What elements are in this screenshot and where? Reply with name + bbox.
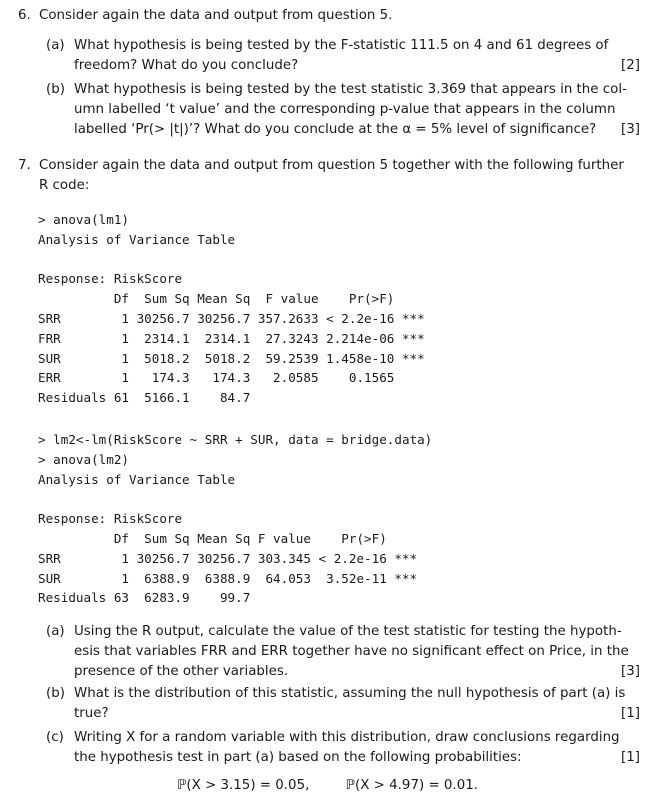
probability-2: ℙ(X > 4.97) = 0.01. [345, 778, 478, 793]
part-line: freedom? What do you conclude? [74, 58, 299, 73]
part-line: Using the R output, calculate the value of the test statistic for testing the hypoth- [74, 624, 622, 639]
probabilities [0, 776, 655, 796]
part-label: (a) [46, 624, 65, 639]
part-line: What is the distribution of this statistic, assuming the null hypothesis of part (a) is [74, 686, 626, 701]
part-line: Writing X for a random variable with this distribution, draw conclusions regarding [74, 730, 620, 745]
mark: [3] [621, 122, 640, 137]
part-label: (b) [46, 686, 65, 701]
r-code-block-2: > lm2<-lm(RiskScore ~ SRR + SUR, data = bridge.data) > anova(lm2) Analysis of Variance Table Response: RiskScore Df Sum Sq Mean Sq F value Pr(>F) SRR 1 30256.7 30256.7 303.345 < 2.2e-16 *** SUR 1 6388.9 6388.9 64.053 3.52e-11 *** Residuals 63 6283.9 99.7 [38, 432, 433, 606]
question-intro: R code: [39, 178, 90, 193]
part-line: labelled ‘Pr(> |t|)’? What do you conclude at the α = 5% level of significance? [74, 122, 597, 137]
q7-part-b [46, 684, 640, 724]
q7-part-c [46, 728, 640, 768]
mark: [1] [621, 706, 640, 721]
part-line: What hypothesis is being tested by the F-statistic 111.5 on 4 and 61 degrees of [74, 38, 609, 53]
question-6 [18, 6, 640, 26]
probability-1: ℙ(X > 3.15) = 0.05, [176, 778, 310, 793]
q7-part-a [46, 622, 640, 682]
question-number: 7. [18, 158, 31, 173]
question-number: 6. [18, 8, 31, 23]
mark: [1] [621, 750, 640, 765]
question-intro: Consider again the data and output from question 5. [39, 8, 393, 23]
part-label: (b) [46, 82, 65, 97]
part-label: (c) [46, 730, 64, 745]
part-line: What hypothesis is being tested by the test statistic 3.369 that appears in the col- [74, 82, 627, 97]
r-code-block-1: > anova(lm1) Analysis of Variance Table Response: RiskScore Df Sum Sq Mean Sq F value Pr(>F) SRR 1 30256.7 30256.7 357.2633 < 2.2e-16 *** FRR 1 2314.1 2314.1 27.3243 2.214e-06 *** SUR 1 5018.2 5018.2 59.2539 1.458e-10 *** ERR 1 174.3 174.3 2.0585 0.1565 Residuals 61 5166.1 84.7 [38, 212, 425, 406]
q6-part-b [46, 80, 640, 140]
part-line: esis that variables FRR and ERR together have no significant effect on Price, in the [74, 644, 629, 659]
question-intro: Consider again the data and output from question 5 together with the following further [39, 158, 624, 173]
part-line: true? [74, 706, 109, 721]
question-7 [18, 156, 640, 196]
part-line: the hypothesis test in part (a) based on the following probabilities: [74, 750, 522, 765]
mark: [3] [621, 664, 640, 679]
part-line: umn labelled ‘t value’ and the corresponding p-value that appears in the column [74, 102, 616, 117]
part-label: (a) [46, 38, 65, 53]
q6-part-a [46, 36, 640, 76]
part-line: presence of the other variables. [74, 664, 289, 679]
mark: [2] [621, 58, 640, 73]
